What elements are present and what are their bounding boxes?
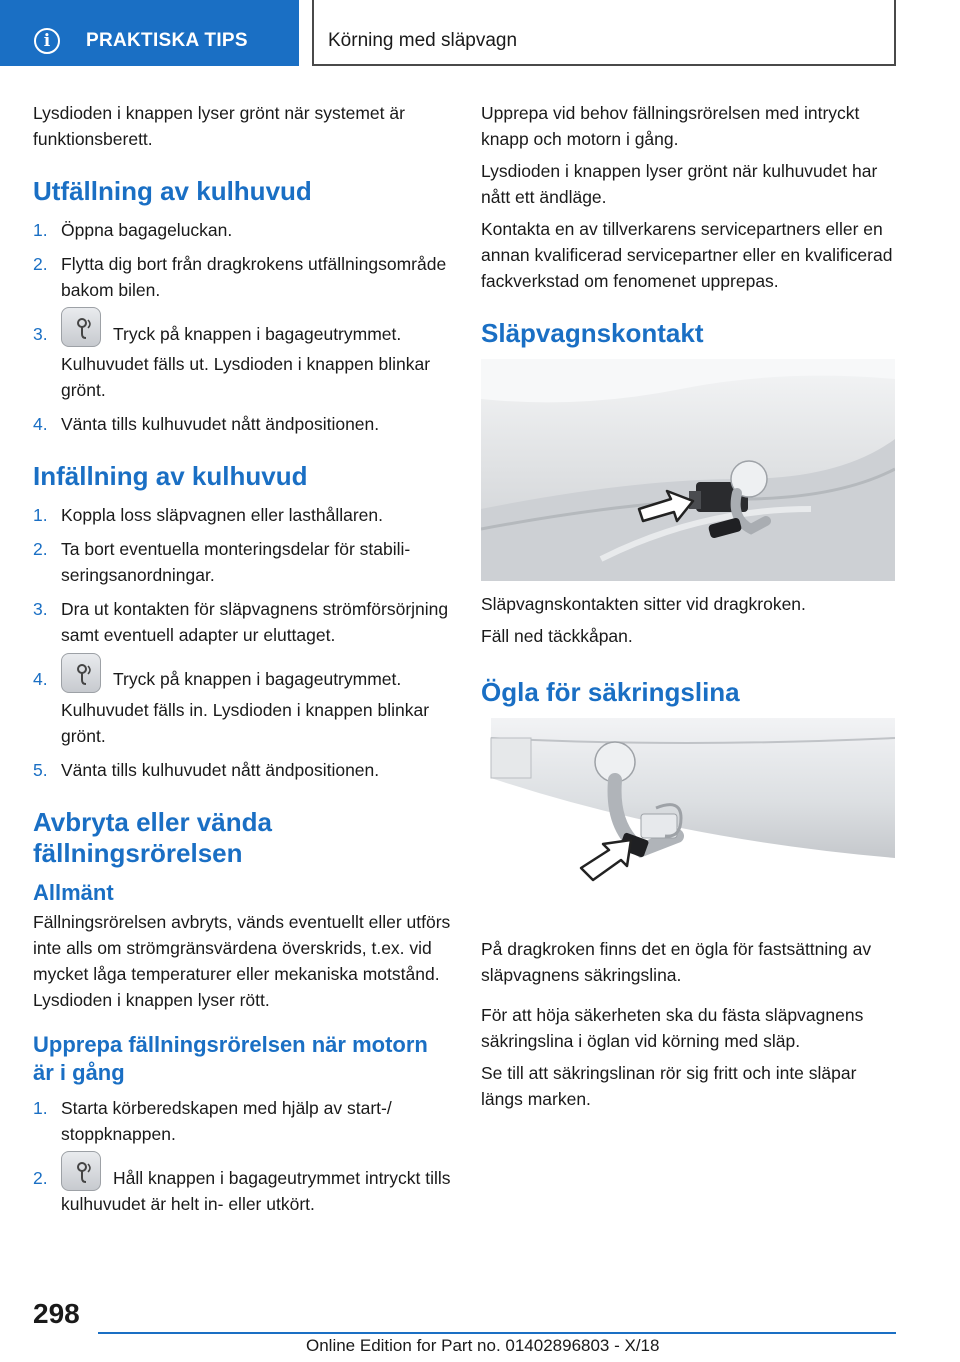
eye-heading: Ögla för säkringslina bbox=[481, 677, 740, 707]
repeat-text-3: Kontakta en av tillverkarens servicepartners eller en annan kvalificerad servicepartner eller en kvalificerad fackverkstad om fenomenet upprepas. bbox=[481, 219, 893, 291]
step-text: Vänta tills kulhuvudet nått ändpositionen. bbox=[61, 759, 380, 780]
list-item bbox=[33, 217, 451, 243]
general-text: Fällningsrörelsen avbryts, vänds eventuellt eller utförs inte alls om strömgränsvärdena överskrids, t.ex. vid mycket låga temperaturer eller mekaniska motstånd. Lysdioden i knappen lyser rött. bbox=[33, 911, 451, 1010]
repeat-heading: Upprepa fällningsrörelsen när motorn är i gång bbox=[33, 1031, 428, 1085]
list-item bbox=[33, 251, 451, 303]
step-subtext: Kulhuvudet fälls ut. Lysdioden i knappen blinkar grönt. bbox=[61, 354, 431, 401]
list-item bbox=[33, 1095, 451, 1147]
chapter-title: Körning med släpvagn bbox=[328, 30, 518, 51]
left-column bbox=[33, 100, 451, 1225]
safety-eye-illustration bbox=[481, 718, 895, 906]
extend-steps bbox=[33, 217, 451, 437]
page-number: 298 bbox=[33, 1298, 80, 1329]
section-tab bbox=[0, 0, 299, 66]
right-column bbox=[481, 100, 899, 1118]
step-number: 3. bbox=[33, 324, 48, 344]
repeat-steps bbox=[33, 1095, 451, 1217]
step-number: 2. bbox=[33, 539, 48, 560]
step-number: 5. bbox=[33, 759, 48, 780]
towbar-button-icon bbox=[61, 1151, 101, 1191]
eye-text-2: För att höja säkerheten ska du fästa släpvagnens säkringslina i öglan vid körning med släp. bbox=[481, 1005, 864, 1051]
repeat-text-2: Lysdioden i knappen lyser grönt när kulhuvudet har nått ett ändläge. bbox=[481, 161, 878, 207]
step-text: Flytta dig bort från dragkrokens utfällningsområde bakom bilen. bbox=[61, 254, 447, 300]
step-number: 2. bbox=[33, 254, 48, 274]
eye-text-1: På dragkroken finns det en ögla för fastsättning av släpvagnens säkringslina. bbox=[481, 939, 872, 985]
extend-heading: Utfällning av kulhuvud bbox=[33, 176, 312, 206]
step-number: 1. bbox=[33, 220, 48, 240]
socket-text-1: Släpvagnskontakten sitter vid dragkroken. bbox=[481, 594, 806, 614]
list-item bbox=[33, 536, 451, 588]
retract-steps bbox=[33, 502, 451, 782]
trailer-socket-illustration bbox=[481, 359, 895, 581]
step-text: Ta bort eventuella monteringsdelar för stabiliseringsanordningar. bbox=[61, 539, 411, 586]
general-heading: Allmänt bbox=[33, 879, 114, 905]
list-item bbox=[33, 321, 451, 403]
socket-text-2: Fäll ned täckkåpan. bbox=[481, 626, 633, 646]
page-header bbox=[0, 0, 960, 66]
edition-note: Online Edition for Part no. 01402896803 - X/18 bbox=[306, 1336, 660, 1355]
interrupt-heading: Avbryta eller vända fällningsrörelsen bbox=[33, 806, 272, 868]
step-number: 4. bbox=[33, 669, 48, 690]
step-number: 3. bbox=[33, 599, 48, 620]
step-text: Vänta tills kulhuvudet nått ändpositionen. bbox=[61, 414, 380, 435]
intro-text: Lysdioden i knappen lyser grönt när systemet är funktionsberett. bbox=[33, 103, 405, 149]
chapter-title-box bbox=[312, 0, 896, 66]
list-item bbox=[33, 666, 451, 748]
step-number: 2. bbox=[33, 1167, 48, 1188]
step-number: 1. bbox=[33, 505, 48, 526]
list-item bbox=[33, 411, 451, 437]
footer-divider bbox=[98, 1332, 896, 1334]
repeat-text-1: Upprepa vid behov fällningsrörelsen med intryckt knapp och motorn i gång. bbox=[481, 103, 860, 149]
step-text: Håll knappen i bagageutrymmet intryckt tills kulhuvudet är helt in- eller utkört. bbox=[61, 1167, 451, 1215]
step-text: Öppna bagageluckan. bbox=[61, 220, 233, 240]
step-text: Koppla loss släpvagnen eller lasthållaren. bbox=[61, 505, 384, 526]
step-number: 4. bbox=[33, 414, 48, 435]
towbar-button-icon bbox=[61, 307, 101, 347]
step-text: Dra ut kontakten för släpvagnens strömförsörjning samt eventuell adapter ur eluttaget. bbox=[61, 599, 449, 646]
list-item bbox=[33, 1165, 451, 1217]
step-text: Starta körberedskapen med hjälp av start-/ stoppknappen. bbox=[61, 1097, 392, 1144]
retract-heading: Infällning av kulhuvud bbox=[33, 461, 308, 492]
step-subtext: Kulhuvudet fälls in. Lysdioden i knappen blinkar grönt. bbox=[61, 699, 430, 746]
list-item bbox=[33, 596, 451, 648]
list-item bbox=[33, 502, 451, 528]
eye-text-3: Se till att säkringslinan rör sig fritt och inte släpar längs marken. bbox=[481, 1063, 857, 1109]
step-text: Tryck på knappen i bagageutrymmet. bbox=[113, 669, 402, 690]
step-number: 1. bbox=[33, 1097, 48, 1118]
section-label: PRAKTISKA TIPS bbox=[86, 30, 248, 51]
step-text: Tryck på knappen i bagageutrymmet. bbox=[113, 324, 402, 344]
socket-heading: Släpvagnskontakt bbox=[481, 318, 704, 348]
list-item bbox=[33, 757, 451, 783]
info-icon: i bbox=[34, 28, 60, 54]
towbar-button-icon bbox=[61, 653, 101, 693]
